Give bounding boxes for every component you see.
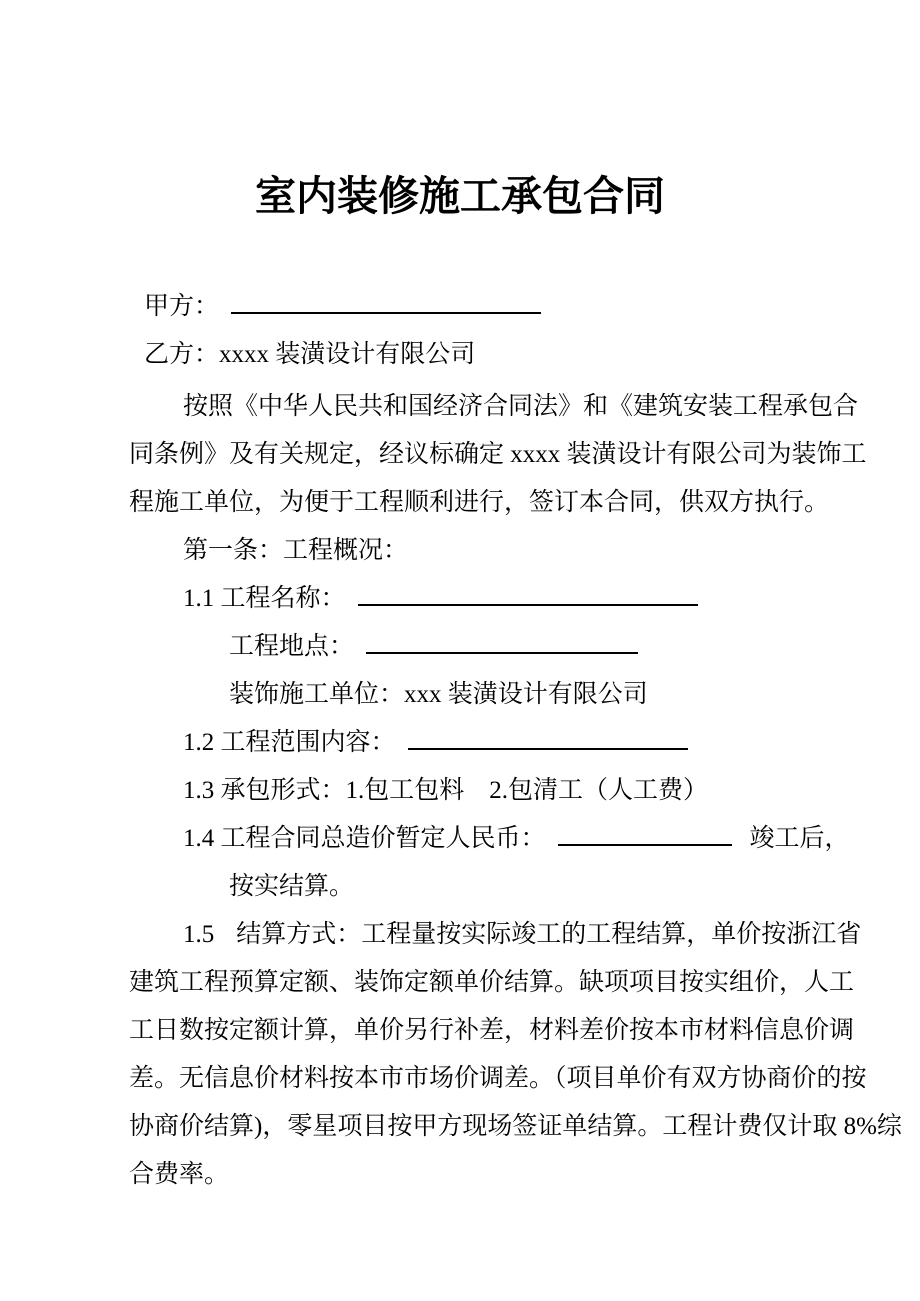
item-1-5-line-6: 合费率。 <box>129 1161 230 1188</box>
project-location-line <box>229 632 638 662</box>
party-a-line <box>144 292 541 322</box>
project-name-blank-field <box>358 604 698 606</box>
preamble-line-2: 同条例》及有关规定，经议标确定 xxxx 装潢设计有限公司为装饰工 <box>129 441 867 468</box>
item-1-5-line-1 <box>183 920 861 950</box>
party-a-blank-field <box>231 312 541 314</box>
article-1-heading: 第一条：工程概况： <box>183 537 409 564</box>
item-1-5-text-1: 结算方式：工程量按实际竣工的工程结算，单价按浙江省 <box>236 921 862 948</box>
work-scope-blank-field <box>408 748 688 750</box>
item-1-4-line <box>183 824 850 854</box>
contract-price-blank-field <box>558 844 732 846</box>
party-b-line: 乙方：xxxx 装潢设计有限公司 <box>144 341 476 368</box>
item-1-2-label: 1.2 工程范围内容： <box>183 729 396 756</box>
item-1-5-number: 1.5 <box>183 921 215 948</box>
project-location-blank-field <box>366 652 638 654</box>
document-title: 室内装修施工承包合同 <box>255 173 665 219</box>
preamble-line-1: 按照《中华人民共和国经济合同法》和《建筑安装工程承包合 <box>183 393 859 420</box>
item-1-1-line <box>183 584 698 614</box>
item-1-2-line <box>183 728 688 758</box>
project-location-label: 工程地点： <box>229 633 355 660</box>
party-a-label: 甲方： <box>144 293 220 320</box>
item-1-5-line-2: 建筑工程预算定额、装饰定额单价结算。缺项项目按实组价，人工 <box>129 969 855 996</box>
item-1-4-continuation-line: 按实结算。 <box>229 873 355 900</box>
item-1-4-label: 1.4 工程合同总造价暂定人民币： <box>183 825 546 852</box>
item-1-5-line-4: 差。无信息价材料按本市市场价调差。（项目单价有双方协商价的按 <box>129 1065 867 1092</box>
preamble-line-3: 程施工单位，为便于工程顺利进行，签订本合同，供双方执行。 <box>129 489 830 516</box>
construction-unit-line: 装饰施工单位：xxx 装潢设计有限公司 <box>229 681 648 708</box>
item-1-3-line: 1.3 承包形式：1.包工包料 2.包清工（人工费） <box>183 777 709 804</box>
item-1-5-line-5: 协商价结算)，零星项目按甲方现场签证单结算。工程计费仅计取 8%综 <box>129 1113 902 1140</box>
item-1-5-line-3: 工日数按定额计算，单价另行补差，材料差价按本市材料信息价调 <box>129 1017 855 1044</box>
item-1-1-label: 1.1 工程名称： <box>183 585 346 612</box>
item-1-4-suffix: 竣工后， <box>749 825 850 852</box>
